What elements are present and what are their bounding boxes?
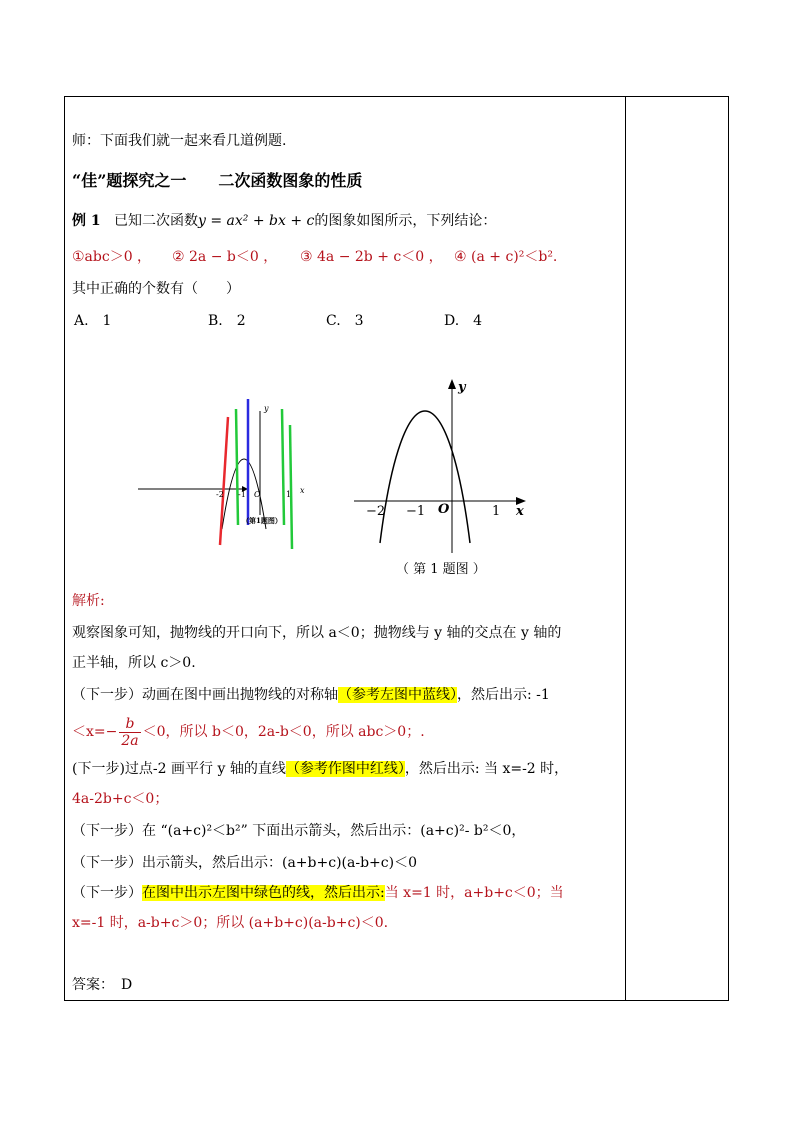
left-tick-1: 1 <box>286 490 292 499</box>
right-y-label: y <box>458 380 466 395</box>
right-tick--1: −1 <box>406 504 426 519</box>
option-c: C. 3 <box>326 313 364 329</box>
p3-pre: ＜x=− <box>72 724 118 740</box>
green-line-right <box>290 425 292 549</box>
answer-text: 答案： D <box>72 977 133 993</box>
conclusions-row <box>72 247 620 267</box>
analysis-p8: x=-1 时，a-b+c＞0；所以 (a+b+c)(a-b+c)＜0. <box>72 915 389 931</box>
example-formula: y = ax² + bx + c <box>197 213 315 229</box>
section-heading <box>72 171 362 191</box>
analysis-p5: （下一步）在 “(a+c)²＜b²” 下面出示箭头，然后出示：(a+c)²- b²＜0， <box>72 823 526 839</box>
conclusion-1: ①abc＞0 ， <box>72 249 152 265</box>
analysis-p4b: 4a-2b+c＜0； <box>72 791 169 807</box>
option-a: A. 1 <box>74 313 112 329</box>
right-tick-o: O <box>438 502 450 517</box>
right-figure <box>344 377 564 577</box>
analysis-p7 <box>72 883 564 903</box>
heading-right: 二次函数图象的性质 <box>218 171 363 190</box>
option-b: B. 2 <box>208 313 246 329</box>
intro-text: 师：下面我们就一起来看几道例题. <box>72 133 287 149</box>
left-y-label: y <box>264 404 269 413</box>
left-tick--1: -1 <box>238 490 246 499</box>
right-caption: （ 第 1 题图 ） <box>396 562 486 577</box>
analysis-p4 <box>72 759 568 779</box>
example-pre: 已知二次函数 <box>113 213 198 229</box>
option-d: D. 4 <box>444 313 483 329</box>
left-caption: （第1题图） <box>242 516 282 525</box>
options-row <box>72 311 620 331</box>
example-line <box>72 211 496 231</box>
analysis-p2 <box>72 685 550 705</box>
fraction-num: b <box>119 716 140 733</box>
left-tick-o: O <box>254 490 261 499</box>
green-line-mid <box>282 409 284 525</box>
right-x-label: x <box>516 504 524 519</box>
red-line <box>220 417 228 545</box>
example-label: 例 1 <box>72 213 101 229</box>
analysis-p3 <box>72 713 425 751</box>
p4-tail: ，然后出示: 当 x=-2 时， <box>404 761 569 777</box>
analysis-p6: （下一步）出示箭头，然后出示：(a+b+c)(a-b+c)＜0 <box>72 855 417 871</box>
fraction-den: 2a <box>121 732 139 749</box>
p3-post: ＜0，所以 b＜0，2a-b＜0，所以 abc＞0；. <box>142 724 425 740</box>
right-y-arrow <box>448 379 456 389</box>
analysis-label: 解析: <box>72 593 105 609</box>
right-tick--2: −2 <box>366 504 386 519</box>
fraction <box>119 716 140 749</box>
conclusion-3: ③ 4a − 2b + c＜0 ， <box>300 249 443 265</box>
lesson-table <box>64 96 729 1001</box>
question-text: 其中正确的个数有（ ） <box>72 281 240 297</box>
p7-pre: （下一步） <box>72 885 142 901</box>
p4-highlight: （参考作图中红线） <box>285 761 405 777</box>
left-tick--2: -2 <box>216 490 224 499</box>
p2-tail: ，然后出示: -1 <box>457 687 550 703</box>
p7-highlight: 在图中出示左图中绿色的线，然后出示: <box>142 885 385 901</box>
example-post: 的图象如图所示，下列结论： <box>314 213 497 229</box>
right-tick-1: 1 <box>492 504 501 519</box>
conclusion-2: ② 2a − b＜0 ， <box>172 249 278 265</box>
p7-tail: 当 x=1 时，a+b+c＜0；当 <box>384 885 564 901</box>
analysis-p1: 观察图象可知，抛物线的开口向下，所以 a＜0；抛物线与 y 轴的交点在 y 轴的 <box>72 625 562 641</box>
conclusion-4: ④ (a + c)²＜b². <box>454 249 558 265</box>
heading-left: “佳”题探究之一 <box>72 171 187 190</box>
analysis-p1b: 正半轴，所以 c＞0. <box>72 655 196 671</box>
p2-text: （下一步）动画在图中画出抛物线的对称轴 <box>72 687 338 703</box>
left-x-label: x <box>300 486 305 495</box>
p2-highlight: （参考左图中蓝线） <box>338 687 457 703</box>
right-parabola <box>380 411 470 543</box>
p4-text: (下一步)过点-2 画平行 y 轴的直线 <box>72 761 286 777</box>
left-figure <box>138 397 318 557</box>
green-line-left <box>236 409 238 525</box>
column-divider <box>625 97 626 1000</box>
